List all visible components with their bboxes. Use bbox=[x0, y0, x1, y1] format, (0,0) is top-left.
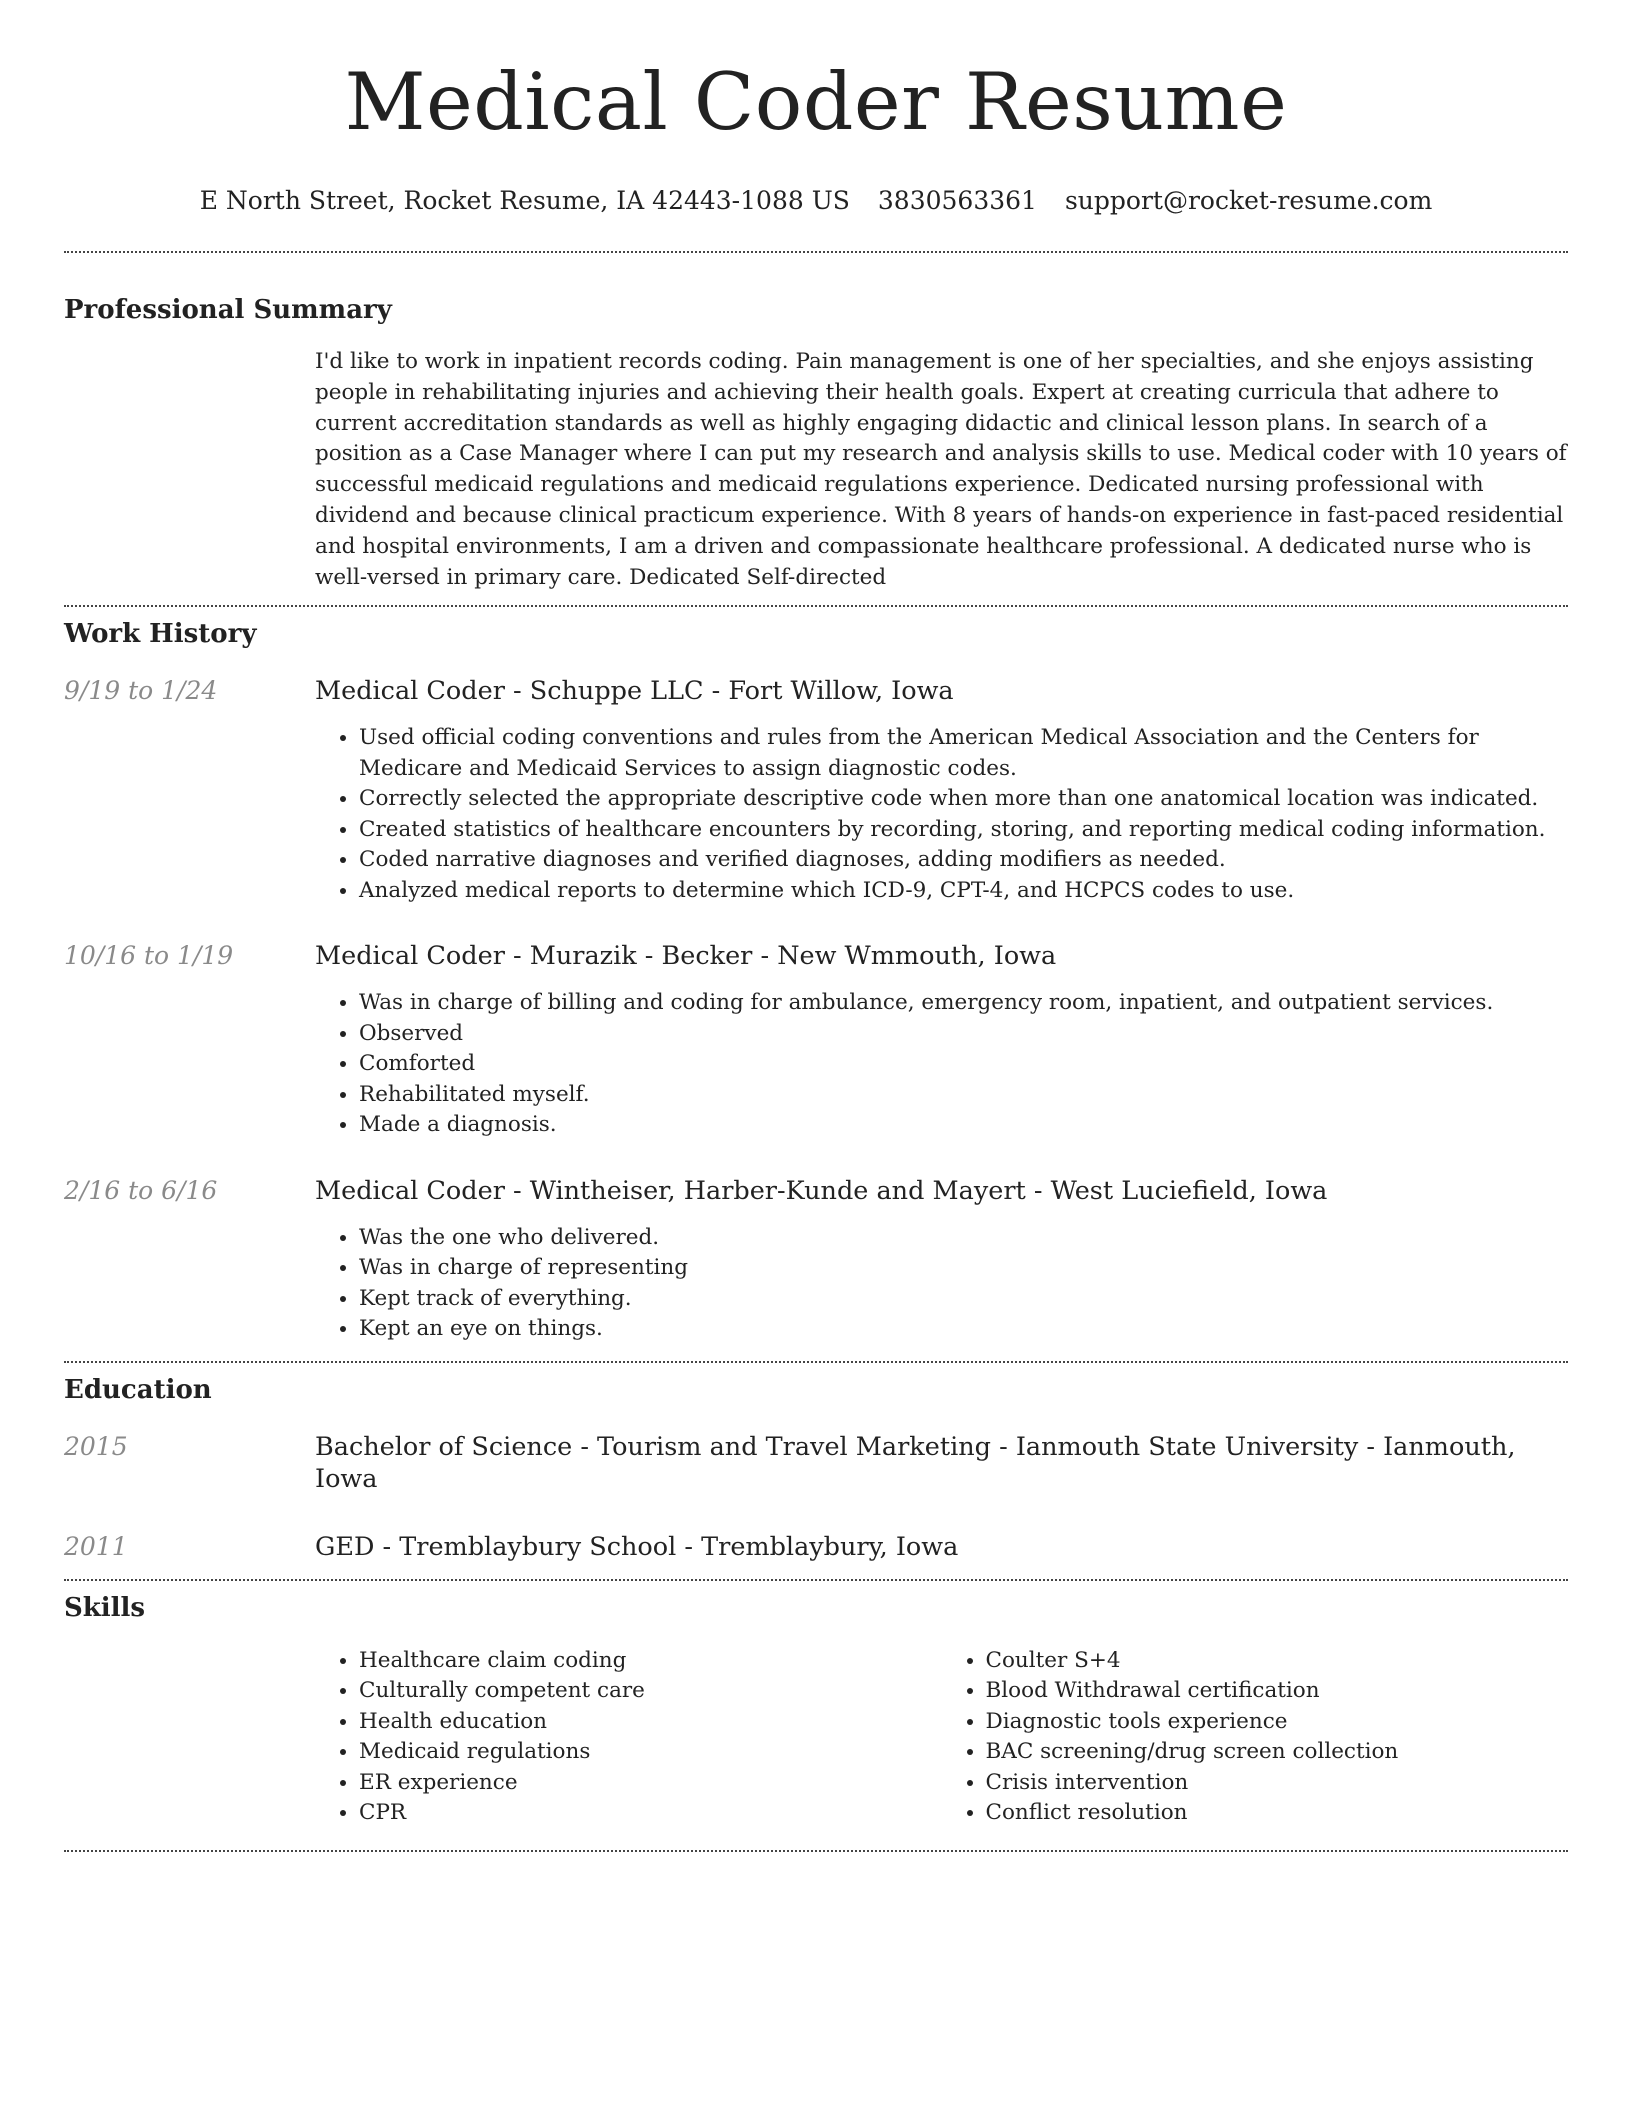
list-item: • Comforted bbox=[359, 1049, 1568, 1080]
list-item: • Healthcare claim coding bbox=[359, 1646, 942, 1677]
section-title-skills: Skills bbox=[64, 1592, 146, 1623]
skills-row bbox=[64, 1646, 1568, 1829]
list-item: • Kept track of everything. bbox=[359, 1284, 1568, 1315]
job-entry bbox=[64, 675, 1568, 906]
job-bullets bbox=[315, 723, 1568, 906]
list-item: • Coulter S+4 bbox=[986, 1646, 1569, 1677]
job-heading: Medical Coder - Murazik - Becker - New Wmmouth, Iowa bbox=[315, 941, 1057, 972]
list-item: • Culturally competent care bbox=[359, 1676, 942, 1707]
education-year: 2011 bbox=[64, 1531, 128, 1561]
section-title-work: Work History bbox=[64, 619, 257, 650]
job-details bbox=[315, 1175, 1568, 1345]
divider bbox=[64, 1850, 1568, 1852]
list-item: • Crisis intervention bbox=[986, 1768, 1569, 1799]
divider bbox=[64, 605, 1568, 607]
skills-columns bbox=[315, 1646, 1568, 1829]
divider bbox=[64, 251, 1568, 253]
list-item: • Health education bbox=[359, 1707, 942, 1738]
resume-name: Medical Coder Resume bbox=[344, 56, 1288, 148]
contact-phone: 3830563361 bbox=[877, 186, 1037, 215]
list-item: • Created statistics of healthcare encounters by recording, storing, and reporting medical coding information. bbox=[359, 815, 1568, 846]
list-item: • Used official coding conventions and rules from the American Medical Association and the Centers for Medicare and Medicaid Services to assign diagnostic codes. bbox=[359, 723, 1568, 784]
list-item: • Analyzed medical reports to determine which ICD-9, CPT-4, and HCPCS codes to use. bbox=[359, 876, 1568, 907]
job-heading: Medical Coder - Schuppe LLC - Fort Willow, Iowa bbox=[315, 676, 954, 707]
skills-list-right bbox=[942, 1646, 1569, 1829]
list-item: • Was in charge of representing bbox=[359, 1253, 1568, 1284]
summary-text: I'd like to work in inpatient records coding. Pain management is one of her specialties, and she enjoys assisting people in rehabilitating injuries and achieving their health goals. Expert at creating curricula that adhere to current accreditation standards as well as highly engaging didactic and clinical lesson plans. In search of a position as a Case Manager where I can put my research and analysis skills to use. Medical coder with 10 years of successful medicaid regulations and medicaid regulations experience. Dedicated nursing professional with dividend and because clinical practicum experience. With 8 years of hands-on experience in fast-paced residential and hospital environments, I am a driven and compassionate healthcare professional. A dedicated nurse who is well-versed in primary care. Dedicated Self-directed bbox=[315, 349, 1567, 590]
divider bbox=[64, 1579, 1568, 1581]
list-item: • Medicaid regulations bbox=[359, 1737, 942, 1768]
list-item: • Kept an eye on things. bbox=[359, 1314, 1568, 1345]
section-title-summary: Professional Summary bbox=[64, 295, 392, 325]
job-details bbox=[315, 940, 1568, 1141]
resume-page bbox=[64, 0, 1568, 1852]
job-heading: Medical Coder - Wintheiser, Harber-Kunde and Mayert - West Luciefield, Iowa bbox=[315, 1175, 1328, 1206]
job-bullets bbox=[315, 1223, 1568, 1345]
list-item: • Was the one who delivered. bbox=[359, 1223, 1568, 1254]
summary-row bbox=[64, 347, 1568, 593]
list-item: • ER experience bbox=[359, 1768, 942, 1799]
list-item: • Rehabilitated myself. bbox=[359, 1080, 1568, 1111]
section-title-education: Education bbox=[64, 1374, 212, 1405]
job-details bbox=[315, 675, 1568, 906]
list-item: • Blood Withdrawal certification bbox=[986, 1676, 1569, 1707]
contact-email: support@rocket-resume.com bbox=[1064, 186, 1433, 215]
divider bbox=[64, 1361, 1568, 1363]
list-item: • Made a diagnosis. bbox=[359, 1110, 1568, 1141]
contact-address: E North Street, Rocket Resume, IA 42443-1088 US bbox=[199, 186, 850, 215]
list-item: • Correctly selected the appropriate descriptive code when more than one anatomical location was indicated. bbox=[359, 784, 1568, 815]
job-entry bbox=[64, 1175, 1568, 1345]
education-year: 2015 bbox=[64, 1431, 128, 1461]
list-item: • Was in charge of billing and coding for ambulance, emergency room, inpatient, and outpatient services. bbox=[359, 988, 1568, 1019]
list-item: • BAC screening/drug screen collection bbox=[986, 1737, 1569, 1768]
job-entry bbox=[64, 940, 1568, 1141]
skills-list-left bbox=[315, 1646, 942, 1829]
job-dates: 10/16 to 1/19 bbox=[64, 941, 234, 971]
job-dates: 9/19 to 1/24 bbox=[64, 676, 218, 706]
list-item: • CPR bbox=[359, 1798, 942, 1829]
education-entry bbox=[64, 1431, 1568, 1495]
job-bullets bbox=[315, 988, 1568, 1141]
education-entry bbox=[64, 1531, 1568, 1563]
job-dates: 2/16 to 6/16 bbox=[64, 1175, 218, 1205]
list-item: • Diagnostic tools experience bbox=[986, 1707, 1569, 1738]
list-item: • Conflict resolution bbox=[986, 1798, 1569, 1829]
list-item: • Coded narrative diagnoses and verified diagnoses, adding modifiers as needed. bbox=[359, 845, 1568, 876]
list-item: • Observed bbox=[359, 1019, 1568, 1050]
contact-line bbox=[64, 186, 1568, 216]
education-text: Bachelor of Science - Tourism and Travel Marketing - Ianmouth State University - Ianmouth, Iowa bbox=[315, 1431, 1516, 1494]
education-text: GED - Tremblaybury School - Tremblaybury, Iowa bbox=[315, 1531, 959, 1562]
